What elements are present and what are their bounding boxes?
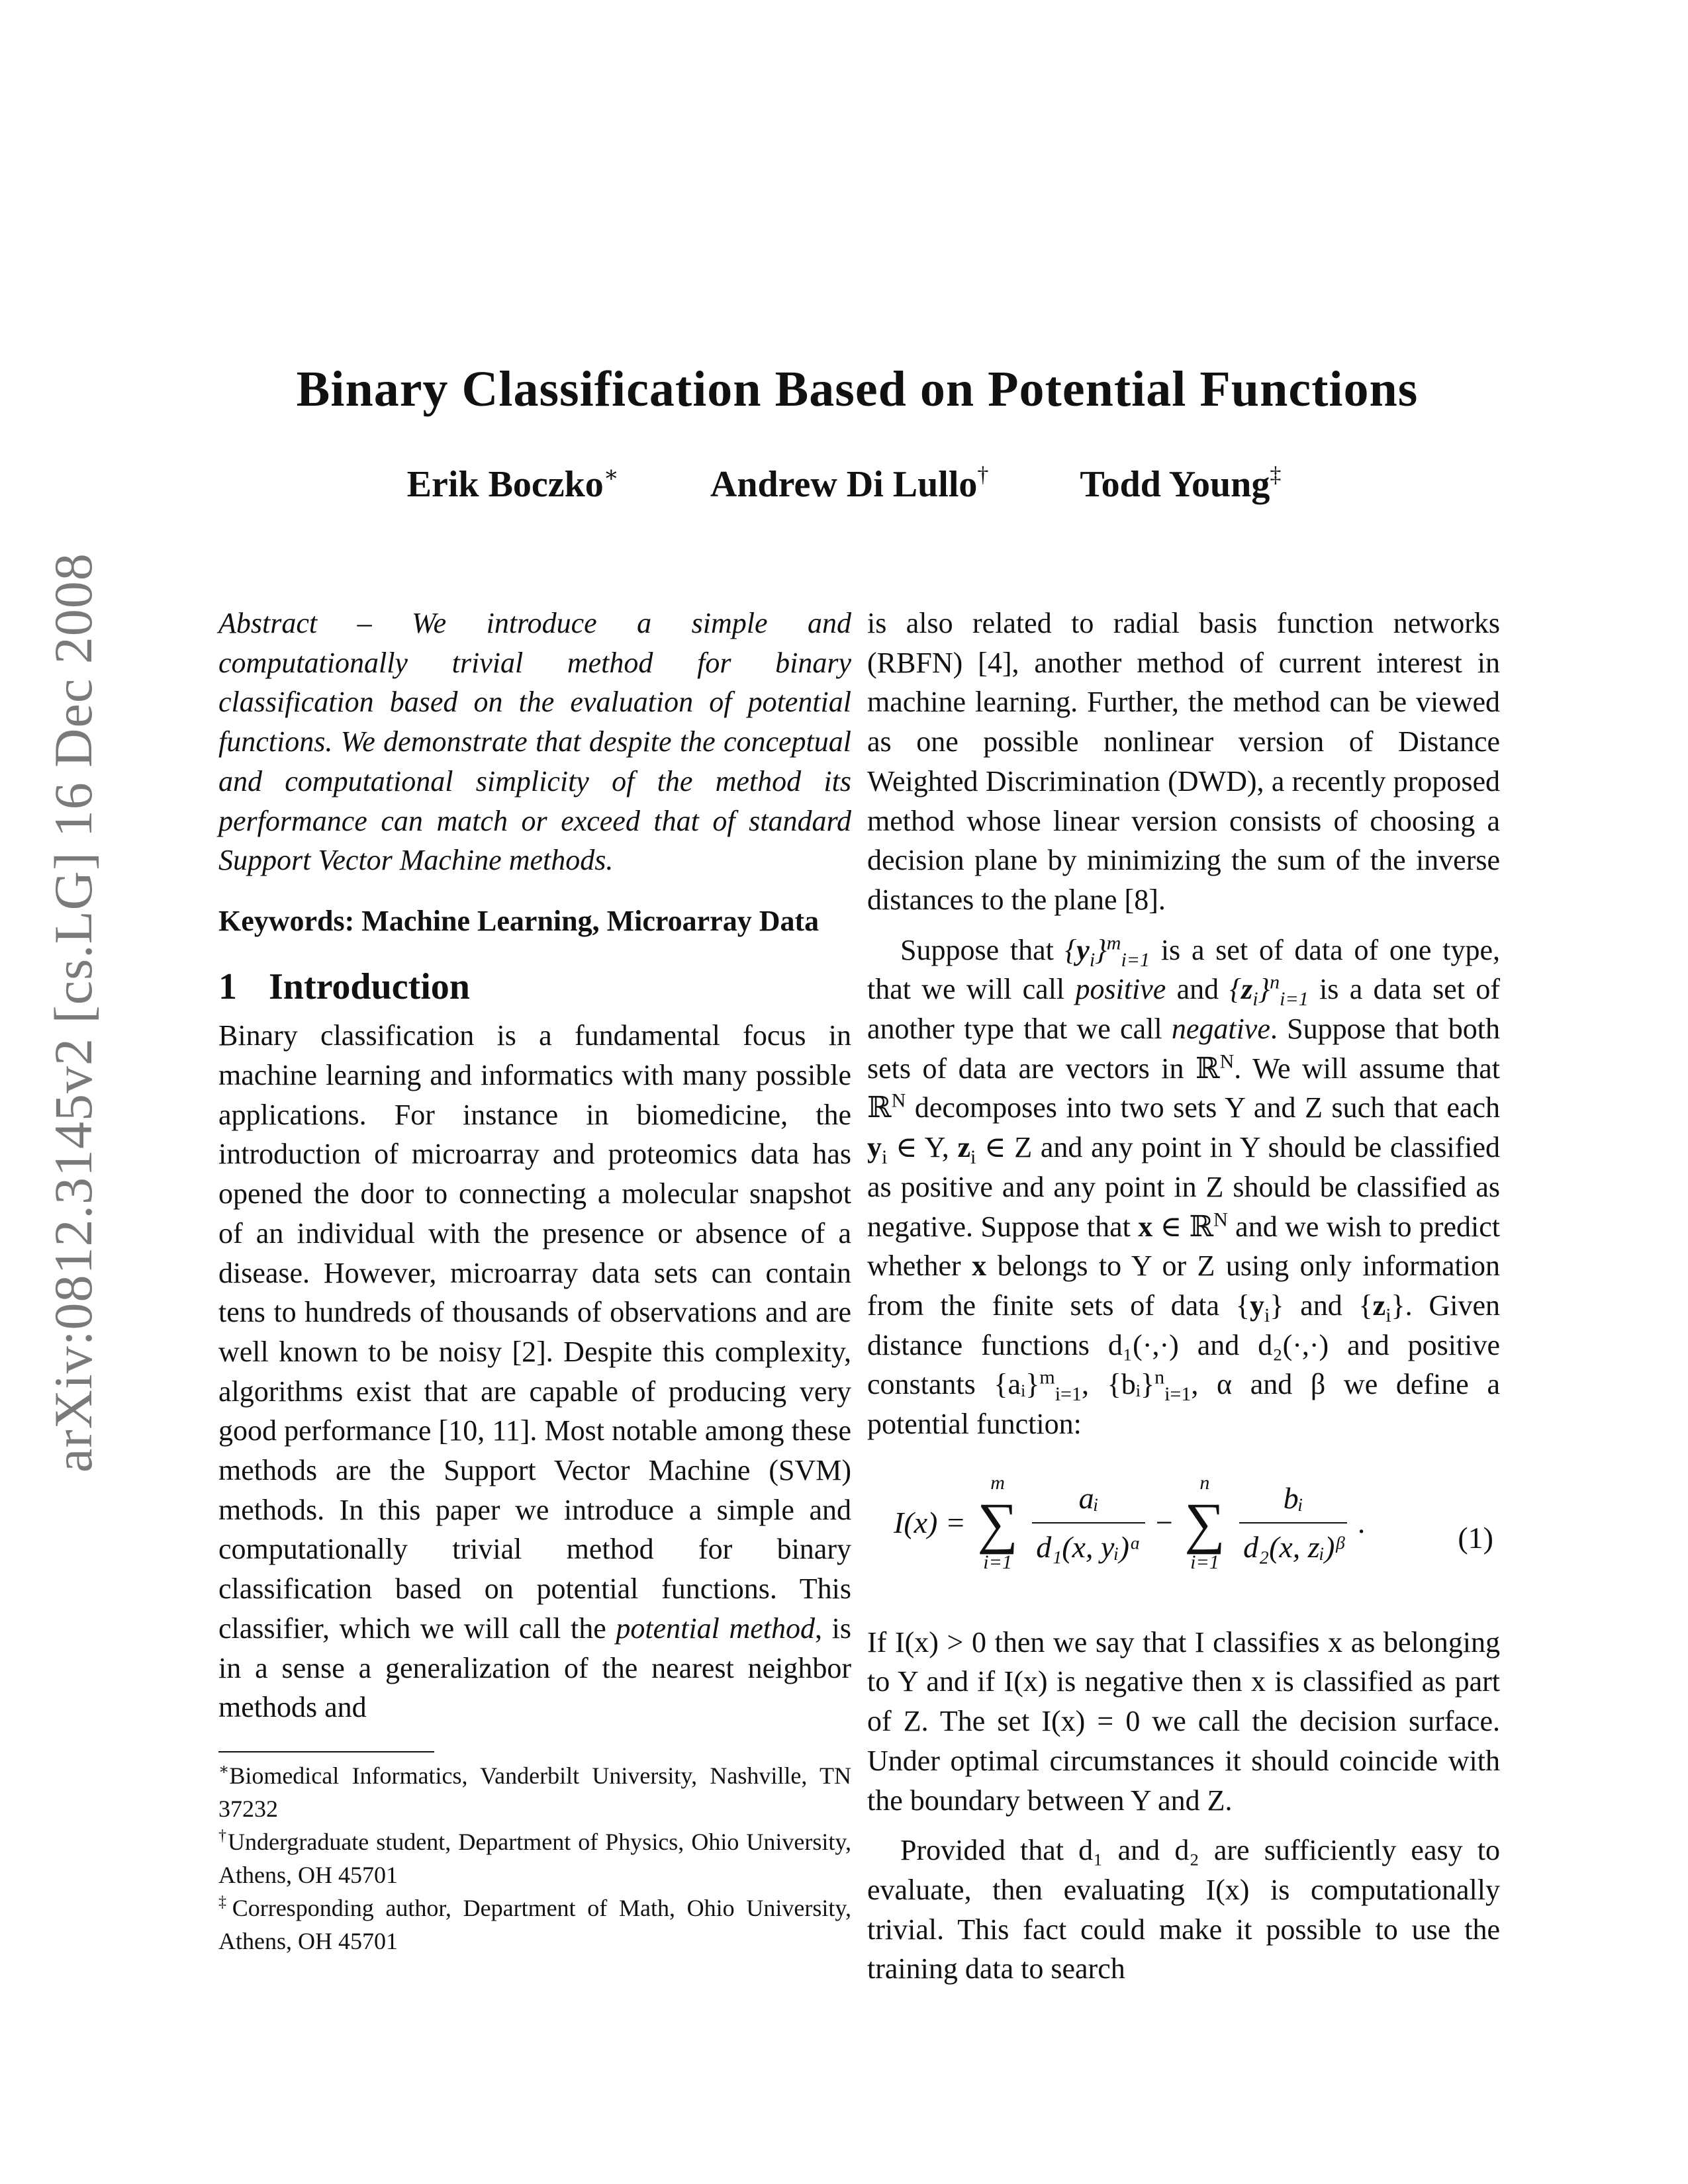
arxiv-identifier: arXiv:0812.3145v2 [cs.LG] 16 Dec 2008 — [43, 553, 103, 1473]
equation-number: (1) — [1458, 1520, 1493, 1555]
author-mark: ‡ — [1270, 463, 1282, 487]
author-2 — [710, 463, 988, 506]
author-mark: † — [977, 463, 989, 487]
keywords: Keywords: Machine Learning, Microarray Data — [218, 904, 820, 937]
left-column — [218, 604, 851, 1958]
author-name: Erik Boczko — [406, 464, 604, 505]
fraction-2: $\frac{\text{bᵢ}}{\text{d₂(x, zᵢ)ᵝ}}$ — [1239, 1479, 1347, 1567]
summation-2: n ∑ i=1 — [1184, 1471, 1225, 1573]
section-title: Introduction — [269, 966, 470, 1007]
fraction-1: $\frac{\text{aᵢ}}{\text{d₁(x, yᵢ)ᵅ}}$ — [1032, 1479, 1145, 1567]
paper-title: Binary Classification Based on Potential Functions — [296, 361, 1419, 417]
section-number: 1 — [218, 966, 237, 1007]
footnote-1: ∗Biomedical Informatics, Vanderbilt University, Nashville, TN 37232 — [218, 1760, 851, 1822]
section-heading — [218, 968, 851, 1007]
footnote-2: †Undergraduate student, Department of Physics, Ohio University, Athens, OH 45701 — [218, 1827, 852, 1888]
paragraph-trivial: Provided that d₁ and d₂ are sufficiently easy to evaluate, then evaluating I(x) is computationally trivial. This fact could make it possible to use the training data to search — [867, 1834, 1500, 1985]
footnote-rule — [218, 1751, 434, 1752]
author-list — [0, 463, 1688, 506]
paragraph-decision-surface: If I(x) > 0 then we say that I classifies x as belonging to Y and if I(x) is negative then x is classified as part of Z. The set I(x) = 0 we call the decision surface. Under optimal circumstances it should coincide with the boundary between Y and Z. — [867, 1625, 1500, 1817]
author-mark: ∗ — [603, 463, 619, 487]
paragraph-setup: Suppose that $\{y_i\}^m_{i=1}$ is a set of data of one type, that we will call positive and $\{z_i\}^n_{i=1}$ is a data set of another type that we call negative. Suppose that both sets of data are vectors in ℝ$^N$. We will assume that ℝ$^N$ decomposes into two sets Y and Z such that each $y_i$ ∈ Y, $z_i$ ∈ Z and any point in Y should be classified as positive and any point in Z should be classified as negative. Suppose that x ∈ ℝ$^N$ and we wish to predict whether x belongs to Y or Z using only information from the finite sets of data $\{y_i\}$ and $\{z_i\}$. Given distance functions d₁(·,·) and d₂(·,·) and positive constants {aᵢ}$^m_{i=1}$, {bᵢ}$^n_{i=1}$, α and β we define a potential function: — [867, 931, 1501, 1441]
paragraph-rbfn: is also related to radial basis function networks (RBFN) [4], another method of current interest in machine learning. Further, the method can be viewed as one possible nonlinear version of Distance Weighted Discrimination (DWD), a recently proposed method whose linear version consists of choosing a decision plane by minimizing the sum of the inverse distances to the plane [8]. — [867, 607, 1500, 916]
equation-1: I(x) = m ∑ i=1 $\frac{\text{aᵢ}}{\text{d₁(x, yᵢ)ᵅ}}$ − n ∑ i=1 $\frac{\text{bᵢ}}{\text{d₂(x, zᵢ)ᵝ}}$ . (1) — [894, 1471, 1493, 1573]
author-3 — [1080, 463, 1281, 506]
intro-paragraph: Binary classification is a fundamental focus in machine learning and informatics with many possible applications. For instance in biomedicine, the introduction of microarray and proteomics data has opened the door to connecting a molecular snapshot of an individual with the presence or absence of a disease. However, microarray data sets can contain tens to hundreds of thousands of observations and are well known to be noisy [2]. Despite this complexity, algorithms exist that are capable of producing very good performance [10, 11]. Most notable among these methods are the Support Vector Machine (SVM) methods. In this paper we introduce a simple and computationally trivial method for binary classification based on potential functions. This classifier, which we will call the potential method, is in a sense a generalization of the nearest neighbor methods and — [218, 1019, 851, 1724]
abstract: Abstract – We introduce a simple and computationally trivial method for binary classification based on the evaluation of potential functions. We demonstrate that despite the conceptual and computational simplicity of the method its performance can match or exceed that of standard Support Vector Machine methods. — [218, 607, 851, 877]
author-1 — [407, 463, 619, 506]
equation-lhs: I(x) = — [894, 1505, 966, 1539]
emphasis-potential-method: potential method — [616, 1612, 815, 1645]
author-name: Todd Young — [1080, 464, 1270, 505]
footnote-3: ‡Corresponding author, Department of Math, Ohio University, Athens, OH 45701 — [218, 1893, 852, 1954]
summation-1: m ∑ i=1 — [977, 1471, 1018, 1573]
right-column — [867, 604, 1500, 1989]
author-name: Andrew Di Lullo — [710, 464, 978, 505]
